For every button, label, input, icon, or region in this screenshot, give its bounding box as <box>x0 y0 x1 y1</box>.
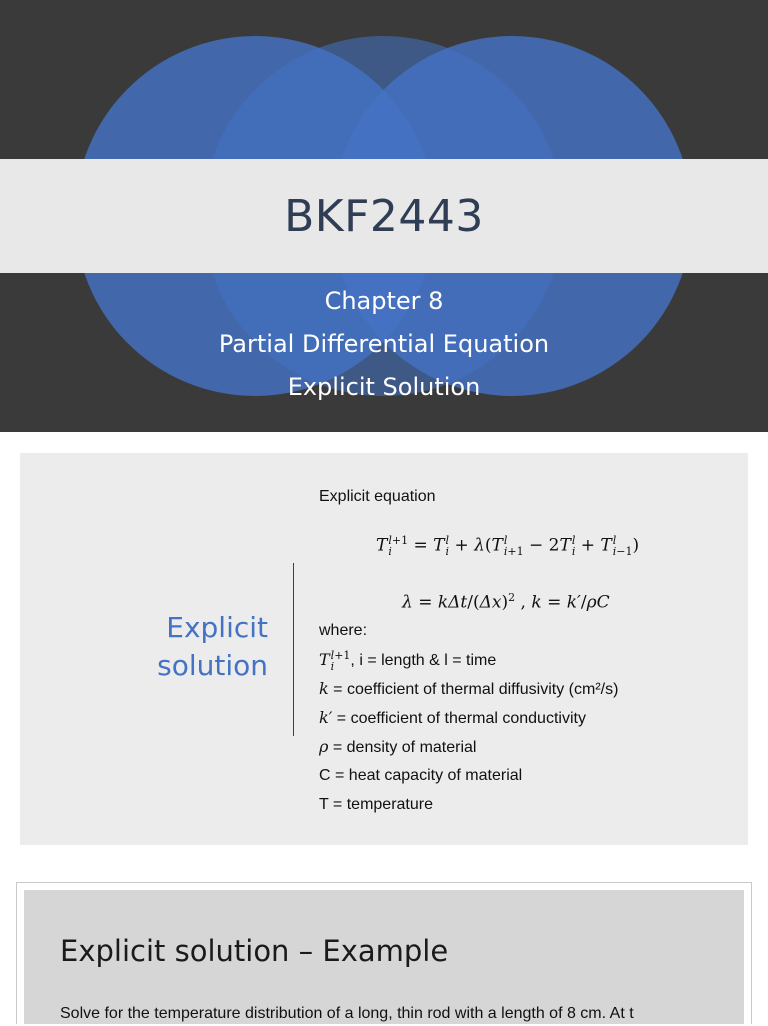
subtitle <box>0 280 768 409</box>
definition-k: k = coefficient of thermal diffusivity (cm²/s) <box>319 679 619 698</box>
subtitle-section: Explicit Solution <box>287 373 481 401</box>
vertical-divider <box>293 563 294 736</box>
example-slide-panel <box>24 890 744 1024</box>
definition-ti: T l+1 i , i = length & l = time <box>319 648 497 673</box>
subtitle-chapter: Chapter 8 <box>324 287 444 315</box>
side-heading <box>138 609 268 685</box>
side-heading-line-1: Explicit <box>166 611 268 644</box>
example-slide <box>16 882 752 1024</box>
definition-t: T = temperature <box>319 796 433 813</box>
definition-c: C = heat capacity of material <box>319 767 523 784</box>
definition-kprime-text: = coefficient of thermal conductivity <box>332 710 586 727</box>
explicit-equation: T l+1 i = T l i + λ(T l i+1 − 2T l i + T l i−1 ) <box>376 534 640 558</box>
definitions-list <box>319 616 739 819</box>
title-band <box>0 159 768 273</box>
definition-kprime: k′ = coefficient of thermal conductivity <box>319 708 586 727</box>
equation-heading: Explicit equation <box>319 488 436 505</box>
definition-ti-text: , i = length & l = time <box>350 652 497 669</box>
definition-rho: ρ = density of material <box>319 737 477 756</box>
subtitle-topic: Partial Differential Equation <box>218 330 550 358</box>
side-heading-line-2: solution <box>157 649 268 682</box>
example-title: Explicit solution – Example <box>60 934 449 968</box>
slide-title: BKF2443 <box>284 190 484 242</box>
definition-k-text: = coefficient of thermal diffusivity (cm²/s) <box>328 681 619 698</box>
where-label: where: <box>319 622 368 639</box>
definition-rho-text: = density of material <box>328 739 477 756</box>
example-body: Solve for the temperature distribution of a long, thin rod with a length of 8 cm. At t <box>60 1005 634 1022</box>
explicit-solution-slide <box>20 453 748 845</box>
lambda-equation: λ = kΔt/$(\Delta x)^2$ , k = k′/ρC <box>402 591 610 613</box>
title-slide <box>0 0 768 432</box>
